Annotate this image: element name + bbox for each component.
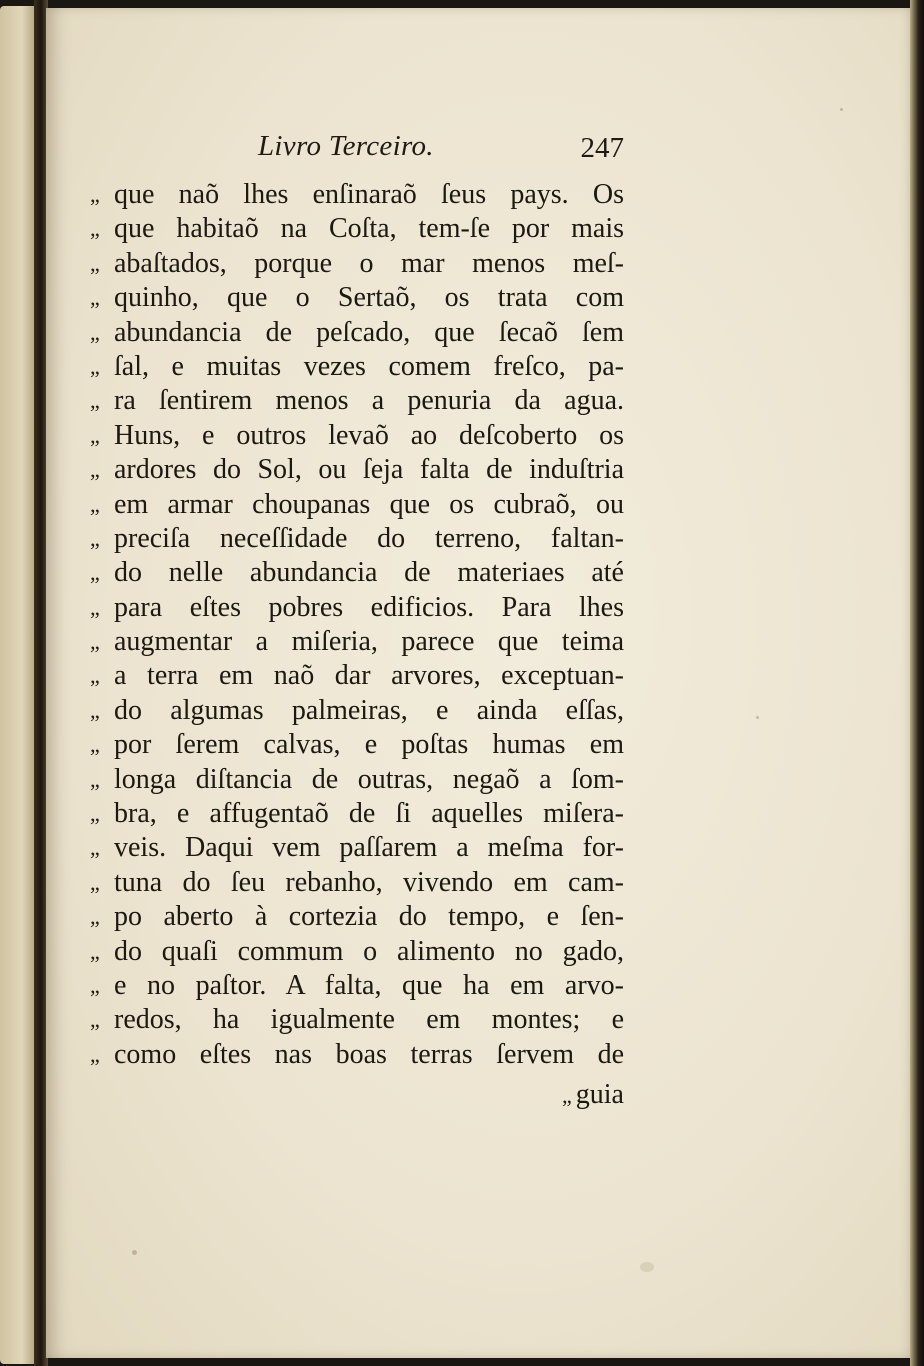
line-text: bra, e affugentaõ de ſi aquelles miſera- [114,798,624,830]
quote-mark: „ [90,285,100,311]
quote-mark: „ [90,182,100,207]
line-text: preciſa neceſſidade do terreno, faltan- [114,522,624,554]
line-text: ardores do Sol, ou ſeja falta de induſtria [114,454,624,486]
page-number: 247 [580,132,624,164]
quote-mark: „ [90,388,100,414]
text-line [90,453,624,487]
line-text: ſal, e muitas vezes comem freſco, pa- [114,350,624,382]
text-line [90,728,624,762]
quote-mark: „ [90,319,100,345]
quote-mark: „ [90,835,100,861]
text-line [90,384,624,418]
quote-mark: „ [90,869,100,895]
quote-mark: „ [90,491,100,517]
quote-mark: „ [90,250,100,276]
text-line [90,659,624,693]
line-text: em armar choupanas que os cubraõ, ou [114,488,624,520]
line-text: longa diſtancia de outras, negaõ a ſom- [114,763,624,795]
quote-mark: „ [90,972,100,998]
quote-mark: „ [90,353,100,379]
line-text: do nelle abundancia de materiaes até [114,557,624,589]
text-line [90,1038,624,1072]
line-text: abaſtados, porque o mar menos meſ- [114,247,624,279]
quote-mark: „ [90,801,100,827]
paper-speck [132,1250,137,1255]
text-line [90,591,624,625]
quote-mark: „ [90,904,100,930]
text-line [90,866,624,900]
quote-mark: „ [90,732,100,758]
quote-mark: „ [90,1007,100,1033]
paper-speck [756,716,759,719]
line-text: po aberto à cortezia do tempo, e ſen- [114,901,624,933]
text-line [90,935,624,969]
line-text: que naõ lhes enſinaraõ ſeus pays. Os [114,179,624,210]
quote-mark: „ [90,697,100,723]
text-line [90,900,624,934]
quote-mark: „ [90,457,100,483]
line-text: augmentar a miſeria, parece que teima [114,626,624,658]
quote-mark: „ [90,629,100,655]
quote-mark: „ [562,1083,572,1108]
text-line [90,625,624,659]
text-line [90,350,624,384]
line-text: por ſerem calvas, e poſtas humas em [114,729,624,761]
line-text: ra ſentirem menos a penuria da agua. [114,385,624,417]
text-line [90,797,624,831]
line-text: redos, ha igualmente em montes; e [114,1004,624,1036]
quote-mark: „ [90,216,100,242]
text-line [90,763,624,797]
line-text: e no paſtor. A falta, que ha em arvo- [114,969,624,1001]
text-line [90,178,624,212]
line-text: do algumas palmeiras, e ainda eſſas, [114,694,624,726]
quote-mark: „ [90,1041,100,1067]
line-text: para eſtes pobres edificios. Para lhes [114,591,624,623]
text-line [90,419,624,453]
text-line [90,488,624,522]
line-text: tuna do ſeu rebanho, vivendo em cam- [114,866,624,898]
quote-mark: „ [90,663,100,689]
line-text: que habitaõ na Coſta, tem-ſe por mais [114,213,624,245]
text-line [90,212,624,246]
line-text: do quaſi commum o alimento no gado, [114,935,624,967]
text-line [90,556,624,590]
text-line [90,969,624,1003]
paper-speck [640,1262,654,1272]
text-line [90,1003,624,1037]
quote-mark: „ [90,938,100,964]
text-line [90,316,624,350]
line-text: abundancia de peſcado, que ſecaõ ſem [114,316,624,348]
running-head: Livro Terceiro. [258,130,434,162]
quote-mark: „ [90,560,100,586]
quote-mark: „ [90,594,100,620]
page-header [258,130,624,166]
quote-mark: „ [90,525,100,551]
catchword [562,1078,624,1112]
page-right-edge [910,0,924,1366]
line-text: a terra em naõ dar arvores, exceptuan- [114,660,624,692]
paper-speck [840,108,843,111]
line-text: como eſtes nas boas terras ſervem de [114,1038,624,1070]
body-text [90,178,624,1072]
text-line [90,247,624,281]
text-line [90,831,624,865]
line-text: Huns, e outros levaõ ao deſcoberto os [114,419,624,451]
quote-mark: „ [90,766,100,792]
line-text: veis. Daqui vem paſſarem a meſma for- [114,832,624,864]
text-line [90,694,624,728]
text-line [90,281,624,315]
catchword-text: guia [575,1079,624,1110]
quote-mark: „ [90,422,100,448]
line-text: quinho, que o Sertaõ, os trata com [114,282,624,314]
text-line [90,522,624,556]
